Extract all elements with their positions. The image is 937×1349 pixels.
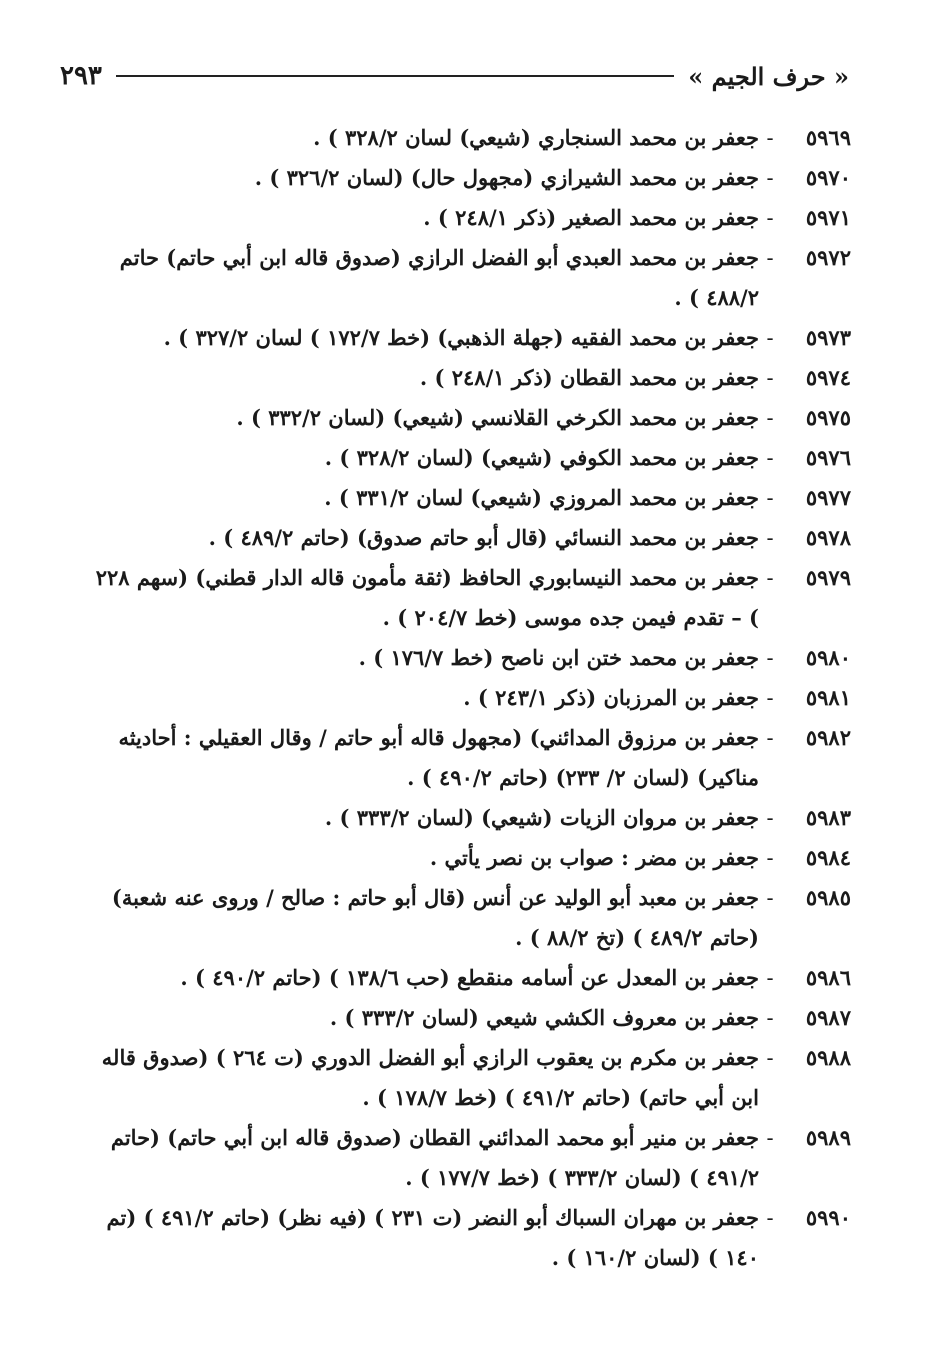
entry-dash: -	[766, 326, 774, 350]
entry-text: جعفر بن محمد القطان (ذكر ٢٤٨/١ ) .	[419, 365, 759, 390]
entry-dash: -	[766, 846, 774, 870]
entry-number: ٥٩٨٠	[805, 645, 851, 670]
entry-number: ٥٩٨١	[805, 685, 851, 710]
entry	[82, 1038, 851, 1118]
entry-number: ٥٩٧٦	[805, 445, 851, 470]
entry-dash: -	[766, 806, 774, 830]
entry-number: ٥٩٨٨	[805, 1045, 851, 1070]
entry-number: ٥٩٨٦	[805, 965, 851, 990]
entry-dash: -	[766, 1006, 774, 1030]
entry	[82, 198, 851, 238]
entry-text: جعفر بن محمد الكرخي القلانسي (شيعي) (لسان ٣٣٢/٢ ) .	[236, 405, 759, 430]
running-title: « حرف الجيم »	[688, 61, 849, 91]
entry-text: جعفر بن مروان الزيات (شيعي) (لسان ٣٣٣/٢ ) .	[324, 805, 759, 830]
entry	[82, 878, 851, 958]
entry-text: جعفر بن محمد الصغير (ذكر ٢٤٨/١ ) .	[423, 205, 759, 230]
entry-number: ٥٩٧١	[805, 205, 851, 230]
entry-text: جعفر بن مكرم بن يعقوب الرازي أبو الفضل الدوري (ت ٢٦٤ ) (صدوق قاله ابن أبي حاتم) (حاتم ٤٩١/٢ ) (خط ١٧٨/٧ ) .	[101, 1045, 759, 1110]
entry	[82, 398, 851, 438]
entry-text: جعفر بن محمد النسائي (قال أبو حاتم صدوق) (حاتم ٤٨٩/٢ ) .	[208, 525, 759, 550]
entry-number: ٥٩٨٣	[805, 805, 851, 830]
entry-number: ٥٩٧٢	[805, 245, 851, 270]
entry-text: جعفر بن المعدل عن أسامه منقطع (حب ١٣٨/٦ ) (حاتم ٤٩٠/٢ ) .	[180, 965, 759, 990]
entry-text: جعفر بن مرزوق المدائني) (مجهول قاله أبو حاتم / وقال العقيلي : أحاديثه مناكير) (لسان ٢/ ٢٣٣) (حاتم ٤٩٠/٢ ) .	[118, 725, 759, 790]
entry-dash: -	[766, 166, 774, 190]
entry-text: جعفر بن محمد السنجاري (شيعي) لسان ٣٢٨/٢ ) .	[313, 125, 759, 150]
entry-dash: -	[766, 1046, 774, 1070]
entry-number: ٥٩٧٨	[805, 525, 851, 550]
entry-text: جعفر بن منير أبو محمد المدائني القطان (صدوق قاله ابن أبي حاتم) (حاتم ٤٩١/٢ ) (لسان ٣٣٣/٢ ) (خط ١٧٧/٧ ) .	[110, 1125, 759, 1190]
entry	[82, 238, 851, 318]
page-number: ٢٩٣	[60, 61, 102, 91]
entry	[82, 118, 851, 158]
entry-text: جعفر بن محمد الفقيه (جهلة الذهبي) (خط ١٧٢/٧ ) لسان ٣٢٧/٢ ) .	[163, 325, 759, 350]
entry-text: جعفر بن محمد الشيرازي (مجهول حال) (لسان ٣٢٦/٢ ) .	[254, 165, 759, 190]
entry-number: ٥٩٨٢	[805, 725, 851, 750]
entry-dash: -	[766, 446, 774, 470]
entry-number: ٥٩٨٤	[805, 845, 851, 870]
entry-number: ٥٩٩٠	[805, 1205, 851, 1230]
entry-number: ٥٩٧٣	[805, 325, 851, 350]
entry-dash: -	[766, 406, 774, 430]
entry-text: جعفر بن معبد أبو الوليد عن أنس (قال أبو حاتم : صالح / وروى عنه شعبة) (حاتم ٤٨٩/٢ ) (تخ ٨٨/٢ ) .	[111, 885, 759, 950]
entry-dash: -	[766, 1126, 774, 1150]
entry	[82, 518, 851, 558]
entry-text: جعفر بن محمد العبدي أبو الفضل الرازي (صدوق قاله ابن أبي حاتم) حاتم ٤٨٨/٢ ) .	[119, 245, 759, 310]
entry	[82, 718, 851, 798]
entry	[82, 678, 851, 718]
entry	[82, 638, 851, 678]
entry	[82, 798, 851, 838]
entry-dash: -	[766, 886, 774, 910]
entry-dash: -	[766, 246, 774, 270]
entry-text: جعفر بن محمد ختن ابن ناصح (خط ١٧٦/٧ ) .	[358, 645, 759, 670]
entry	[82, 358, 851, 398]
entry-number: ٥٩٧٩	[805, 565, 851, 590]
entry-dash: -	[766, 126, 774, 150]
entry-text: جعفر بن المرزبان (ذكر ٢٤٣/١ ) .	[463, 685, 759, 710]
entry-list	[82, 118, 851, 1278]
entry-dash: -	[766, 1206, 774, 1230]
entry-text: جعفر بن محمد الكوفي (شيعي) (لسان ٣٢٨/٢ ) .	[324, 445, 759, 470]
entry-number: ٥٩٨٧	[805, 1005, 851, 1030]
entry	[82, 318, 851, 358]
entry-text: جعفر بن محمد المروزي (شيعي) لسان ٣٣١/٢ ) .	[324, 485, 759, 510]
entry-dash: -	[766, 486, 774, 510]
entry	[82, 158, 851, 198]
entry-number: ٥٩٦٩	[805, 125, 851, 150]
entry	[82, 438, 851, 478]
page-header	[60, 56, 849, 96]
entry-text: جعفر بن محمد النيسابوري الحافظ (ثقة مأمون قاله الدار قطني) (سهم ٢٢٨ ) – تقدم فيمن جده موسى (خط ٢٠٤/٧ ) .	[95, 565, 759, 630]
entry-dash: -	[766, 646, 774, 670]
entry-dash: -	[766, 686, 774, 710]
entry-number: ٥٩٧٠	[805, 165, 851, 190]
entry-number: ٥٩٨٥	[805, 885, 851, 910]
entry	[82, 478, 851, 518]
entry-number: ٥٩٧٧	[805, 485, 851, 510]
entry-dash: -	[766, 566, 774, 590]
entry-text: جعفر بن مهران السباك أبو النضر (ت ٢٣١ ) (فيه نظر) (حاتم ٤٩١/٢ ) (تم ١٤٠ ) (لسان ١٦٠/٢ ) .	[106, 1205, 759, 1270]
entry	[82, 958, 851, 998]
entry-text: جعفر بن معروف الكشي شيعي (لسان ٣٣٣/٢ ) .	[329, 1005, 759, 1030]
entry-dash: -	[766, 526, 774, 550]
entry	[82, 998, 851, 1038]
entry-text: جعفر بن مضر : صواب بن نصر يأتي .	[429, 845, 759, 870]
entry-number: ٥٩٧٥	[805, 405, 851, 430]
entry-dash: -	[766, 206, 774, 230]
entry	[82, 558, 851, 638]
entry	[82, 838, 851, 878]
entry-number: ٥٩٨٩	[805, 1125, 851, 1150]
entry-number: ٥٩٧٤	[805, 365, 851, 390]
entry	[82, 1118, 851, 1198]
header-rule	[116, 75, 674, 77]
entry-dash: -	[766, 966, 774, 990]
entry-dash: -	[766, 726, 774, 750]
entry-dash: -	[766, 366, 774, 390]
entry	[82, 1198, 851, 1278]
